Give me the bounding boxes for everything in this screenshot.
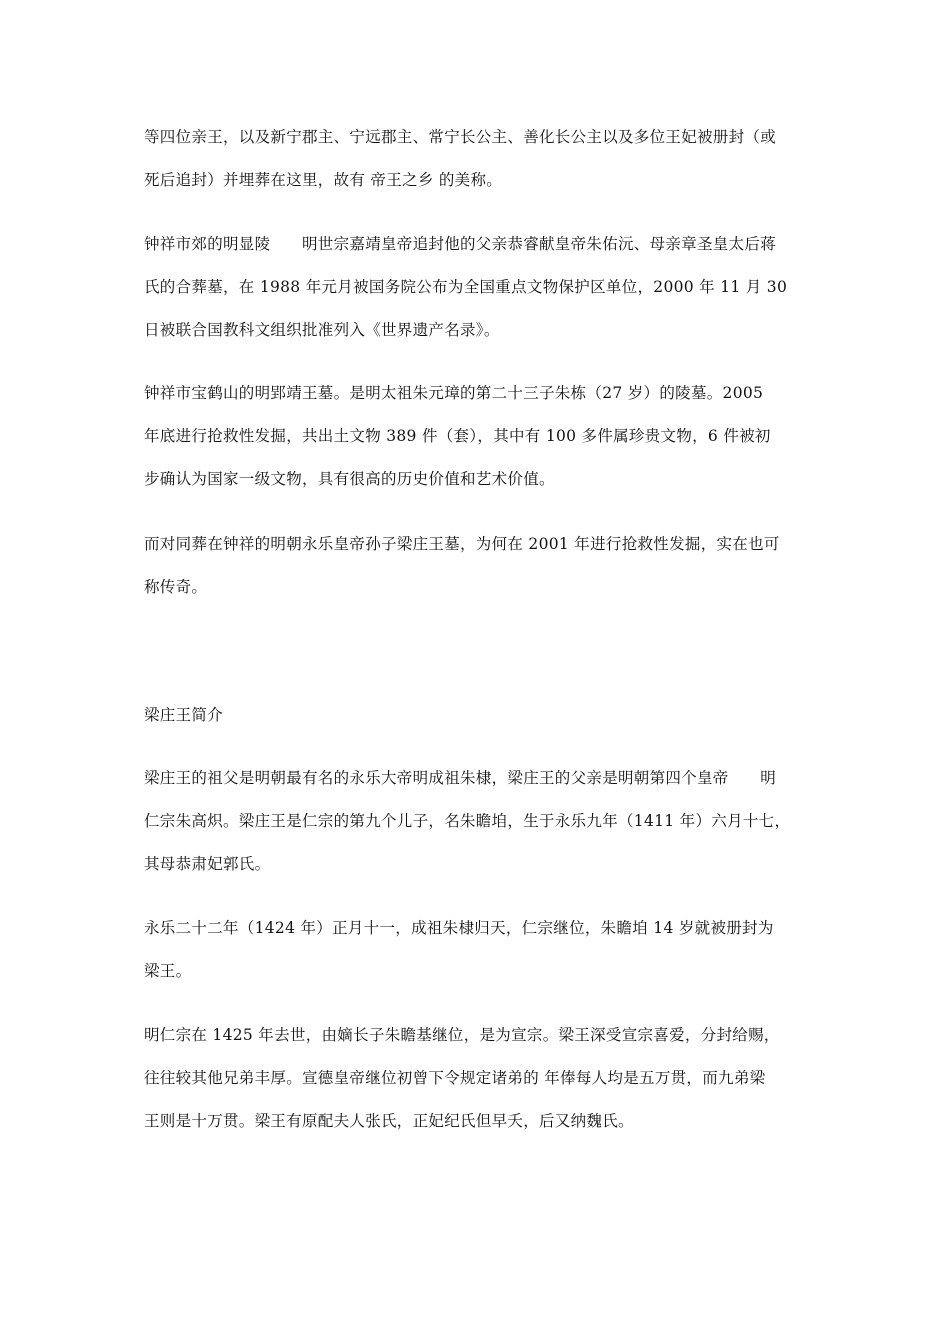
paragraph-enfeoffment xyxy=(144,907,812,993)
text-line: 永乐二十二年（1424 年）正月十一，成祖朱棣归天，仁宗继位，朱瞻垍 14 岁就被册封为 xyxy=(144,919,774,937)
text-line: 明仁宗在 1425 年去世，由嫡长子朱瞻基继位，是为宣宗。梁王深受宣宗喜爱，分封给赐， xyxy=(144,1026,780,1044)
text-line: 往往较其他兄弟丰厚。宣德皇帝继位初曾下令规定诸弟的 年俸每人均是五万贯，而九弟梁 xyxy=(144,1069,766,1087)
paragraph-princes-buried xyxy=(144,116,812,202)
text-line: 氏的合葬墓，在 1988 年元月被国务院公布为全国重点文物保护区单位，2000 年 11 月 30 xyxy=(144,278,788,296)
paragraph-yingjing-tomb xyxy=(144,372,812,501)
text-line: 称传奇。 xyxy=(144,578,208,596)
text-line: 等四位亲王，以及新宁郡主、宁远郡主、常宁长公主、善化长公主以及多位王妃被册封（或 xyxy=(144,128,777,146)
section-heading: 梁庄王简介 xyxy=(144,706,224,724)
text-line: 死后追封）并埋葬在这里，故有 帝王之乡 的美称。 xyxy=(144,171,503,189)
paragraph-xuanzong-favor xyxy=(144,1014,812,1143)
paragraph-lineage xyxy=(144,757,812,886)
text-line: 梁王。 xyxy=(144,962,192,980)
text-line: 钟祥市郊的明显陵 明世宗嘉靖皇帝追封他的父亲恭睿献皇帝朱佑沅、母亲章圣皇太后蒋 xyxy=(144,235,777,253)
text-line: 日被联合国教科文组织批准列入《世界遗产名录》。 xyxy=(144,321,500,339)
text-line: 梁庄王的祖父是明朝最有名的永乐大帝明成祖朱棣，梁庄王的父亲是明朝第四个皇帝 明 xyxy=(144,769,777,787)
text-line: 步确认为国家一级文物，具有很高的历史价值和艺术价值。 xyxy=(144,470,555,488)
paragraph-liangzhuang-excavation xyxy=(144,523,812,609)
paragraph-xianling xyxy=(144,223,812,352)
text-line: 仁宗朱高炽。梁庄王是仁宗的第九个儿子，名朱瞻垍，生于永乐九年（1411 年）六月十七， xyxy=(144,812,791,830)
text-line: 王则是十万贯。梁王有原配夫人张氏，正妃纪氏但早夭，后又纳魏氏。 xyxy=(144,1112,634,1130)
text-line: 而对同葬在钟祥的明朝永乐皇帝孙子梁庄王墓，为何在 2001 年进行抢救性发掘，实在也可 xyxy=(144,535,780,553)
text-line: 钟祥市宝鹤山的明郢靖王墓。是明太祖朱元璋的第二十三子朱栋（27 岁）的陵墓。2005 xyxy=(144,384,764,402)
text-line: 年底进行抢救性发掘，共出土文物 389 件（套），其中有 100 多件属珍贵文物，6 件被初 xyxy=(144,427,771,445)
text-line: 其母恭肃妃郭氏。 xyxy=(144,855,271,873)
